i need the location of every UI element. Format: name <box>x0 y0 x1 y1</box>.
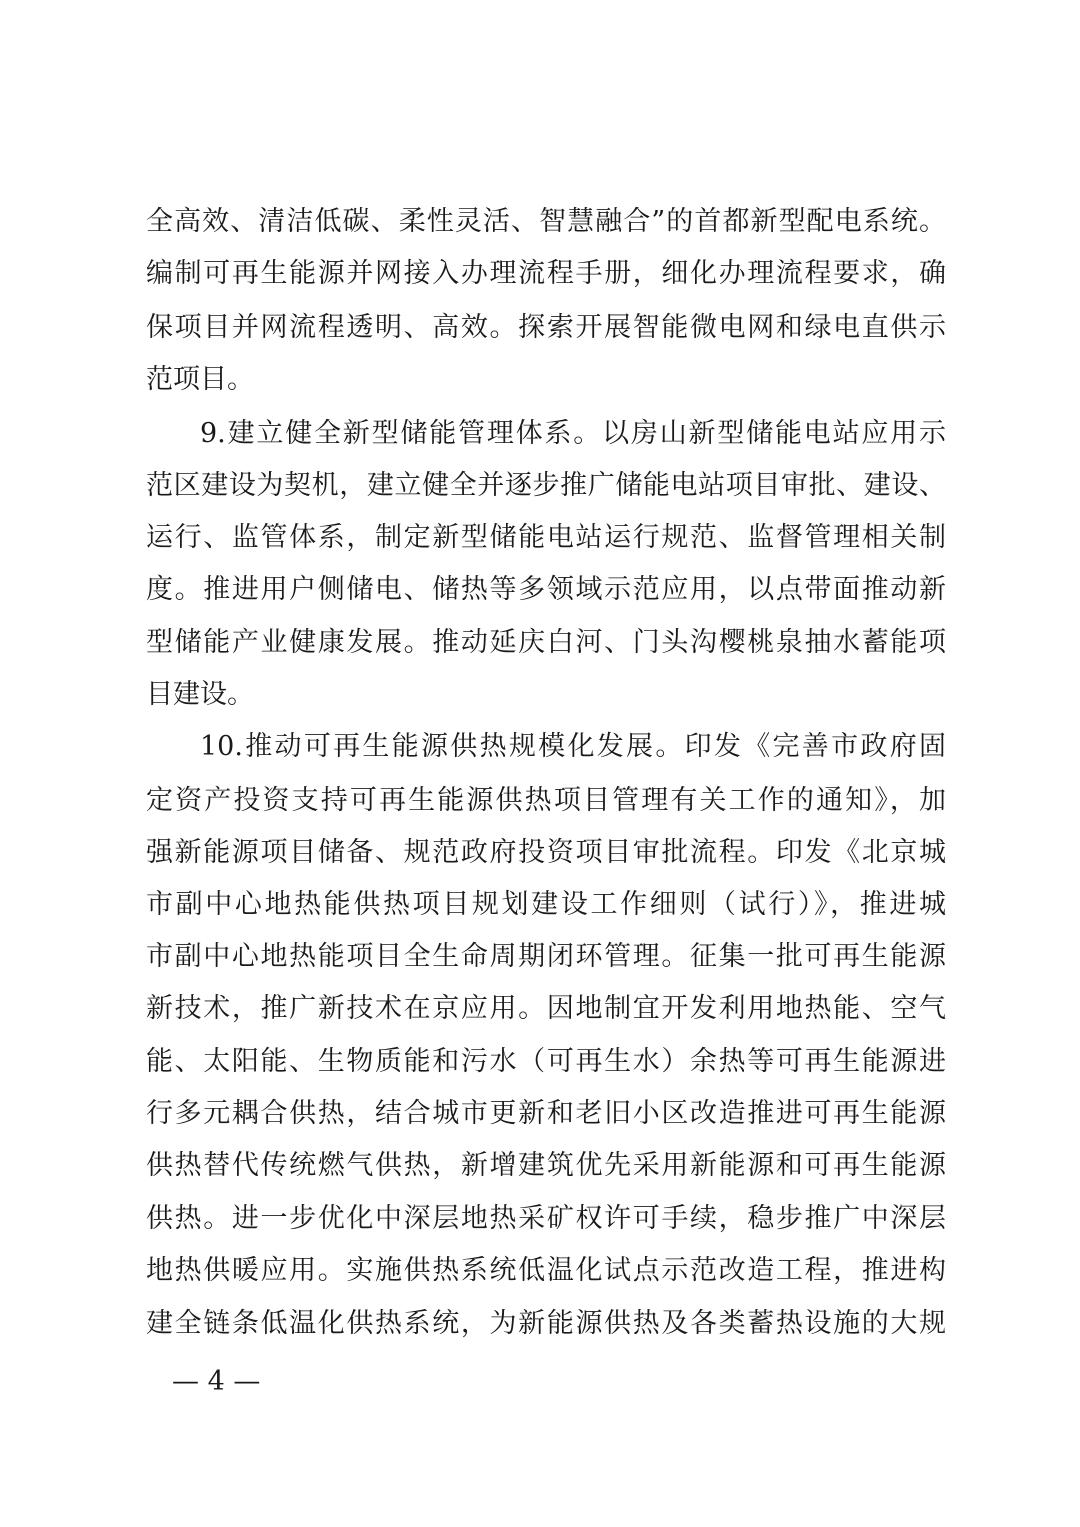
text-line: 供热。进一步优化中深层地热采矿权许可手续，稳步推广中深层 <box>146 1203 946 1234</box>
paragraph-10-heading-line: 10.推动可再生能源供热规模化发展。印发《完善市政府固 <box>200 731 946 762</box>
text-line: 度。推进用户侧储电、储热等多领域示范应用，以点带面推动新 <box>146 574 946 605</box>
text-line: 目建设。 <box>146 679 254 710</box>
text-line: 行多元耦合供热，结合城市更新和老旧小区改造推进可再生能源 <box>146 1098 946 1129</box>
text-line: 保项目并网流程透明、高效。探索开展智能微电网和绿电直供示 <box>146 312 946 343</box>
text-line: 市副中心地热能项目全生命周期闭环管理。征集一批可再生能源 <box>146 941 946 972</box>
text-line: 市副中心地热能供热项目规划建设工作细则（试行）》，推进城 <box>146 889 946 920</box>
text-line: 编制可再生能源并网接入办理流程手册，细化办理流程要求，确 <box>146 258 946 289</box>
page-number: — 4 — <box>172 1366 261 1397</box>
text-line: 强新能源项目储备、规范政府投资项目审批流程。印发《北京城 <box>146 837 946 868</box>
text-line: 供热替代传统燃气供热，新增建筑优先采用新能源和可再生能源 <box>146 1150 946 1181</box>
text-line: 全高效、清洁低碳、柔性灵活、智慧融合”的首都新型配电系统。 <box>146 206 946 237</box>
text-line: 地热供暖应用。实施供热系统低温化试点示范改造工程，推进构 <box>146 1255 946 1286</box>
paragraph-9-heading-line: 9.建立健全新型储能管理体系。以房山新型储能电站应用示 <box>200 418 946 449</box>
text-line: 运行、监管体系，制定新型储能电站运行规范、监督管理相关制 <box>146 522 946 553</box>
text-line: 建全链条低温化供热系统，为新能源供热及各类蓄热设施的大规 <box>146 1308 946 1339</box>
text-line: 定资产投资支持可再生能源供热项目管理有关工作的通知》，加 <box>146 785 946 816</box>
text-line: 范区建设为契机，建立健全并逐步推广储能电站项目审批、建设、 <box>146 470 946 501</box>
text-line: 型储能产业健康发展。推动延庆白河、门头沟樱桃泉抽水蓄能项 <box>146 627 946 658</box>
text-line: 能、太阳能、生物质能和污水（可再生水）余热等可再生能源进 <box>146 1046 946 1077</box>
text-line: 新技术，推广新技术在京应用。因地制宜开发利用地热能、空气 <box>146 993 946 1024</box>
text-line: 范项目。 <box>146 364 254 395</box>
